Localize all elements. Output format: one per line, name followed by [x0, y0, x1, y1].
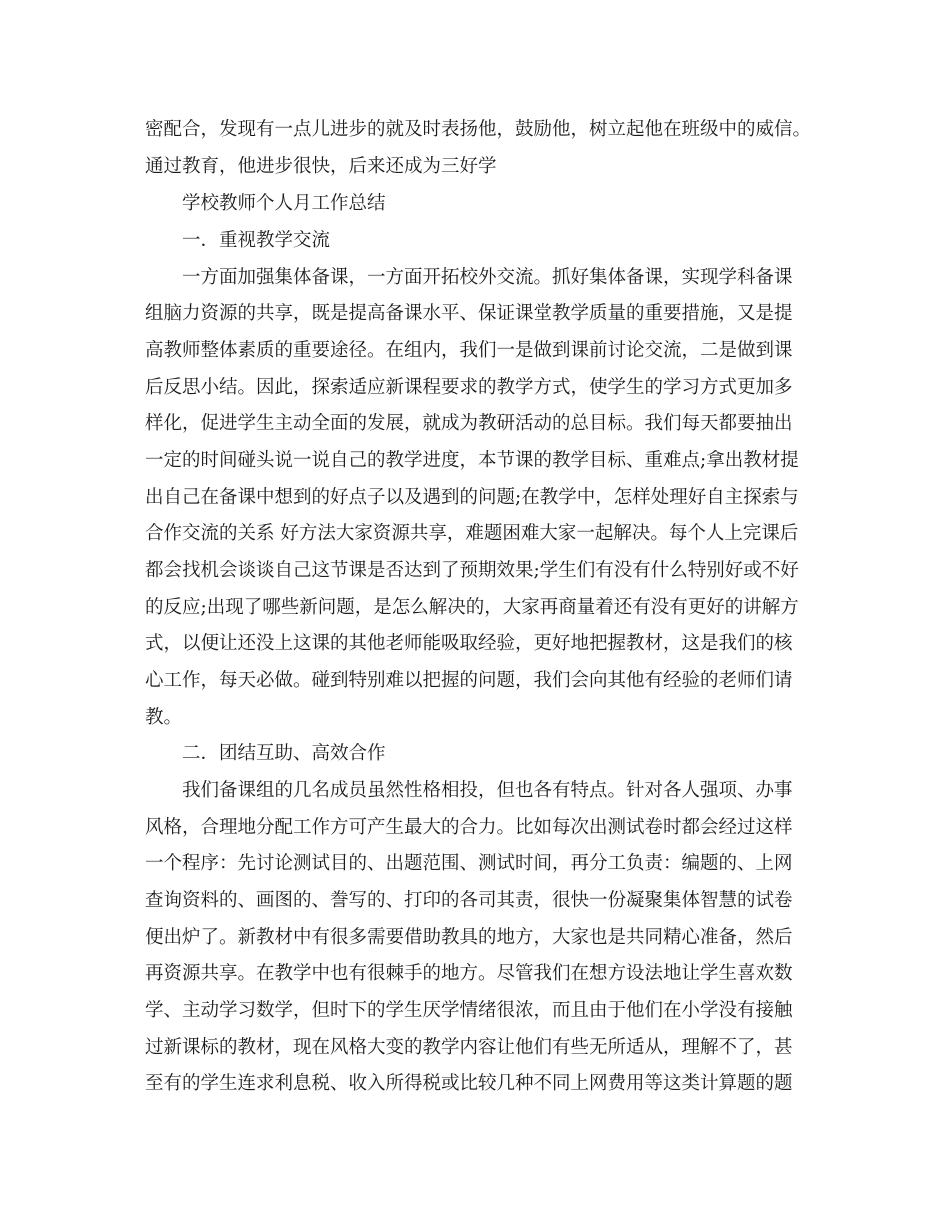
body-text-line: 学、主动学习数学，但时下的学生厌学情绪很浓，而且由于他们在小学没有接触 [145, 1000, 793, 1021]
body-text-line: 样化，促进学生主动全面的发展，就成为教研活动的总目标。我们每天都要抽出 [145, 413, 793, 434]
body-text-line: 都会找机会谈谈自己这节课是否达到了预期效果;学生们有没有什么特别好或不好 [145, 560, 799, 581]
body-text-line: 合作交流的关系 好方法大家资源共享，难题困难大家一起解决。每个人上完课后 [145, 523, 799, 544]
body-text-line: 式，以便让还没上这课的其他老师能吸取经验，更好地把握教材，这是我们的核 [145, 633, 793, 654]
body-text-line: 后反思小结。因此，探索适应新课程要求的教学方式，使学生的学习方式更加多 [145, 377, 793, 398]
body-text-line: 心工作，每天必做。碰到特别难以把握的问题，我们会向其他有经验的老师们请 [145, 670, 793, 691]
body-text-line: 查询资料的、画图的、誊写的、打印的各司其责，很快一份凝聚集体智慧的试卷 [145, 890, 793, 911]
body-text-line: 的反应;出现了哪些新问题，是怎么解决的，大家再商量着还有没有更好的讲解方 [145, 597, 799, 618]
body-text-line: 出自己在备课中想到的好点子以及遇到的问题;在教学中，怎样处理好自主探索与 [145, 487, 799, 508]
body-text-line: 教。 [145, 707, 183, 728]
body-text-line: 至有的学生连求利息税、收入所得税或比较几种不同上网费用等这类计算题的题 [145, 1073, 793, 1094]
section-heading: 二．团结互助、高效合作 [182, 743, 386, 764]
section-heading: 一．重视教学交流 [182, 230, 331, 251]
body-text-line: 我们备课组的几名成员虽然性格相投，但也各有特点。针对各人强项、办事 [182, 780, 793, 801]
body-text-line: 便出炉了。新教材中有很多需要借助教具的地方，大家也是共同精心准备，然后 [145, 927, 793, 948]
body-text-line: 一方面加强集体备课，一方面开拓校外交流。抓好集体备课，实现学科备课 [182, 267, 793, 288]
section-title: 学校教师个人月工作总结 [182, 193, 386, 214]
body-text-line: 组脑力资源的共享，既是提高备课水平、保证课堂教学质量的重要措施，又是提 [145, 303, 793, 324]
body-text-line: 再资源共享。在教学中也有很棘手的地方。尽管我们在想方设法地让学生喜欢数 [145, 963, 793, 984]
body-text-line: 一个程序：先讨论测试目的、出题范围、测试时间，再分工负责：编题的、上网 [145, 853, 793, 874]
body-text-line: 密配合，发现有一点儿进步的就及时表扬他，鼓励他，树立起他在班级中的威信。 [145, 119, 812, 140]
body-text-line: 一定的时间碰头说一说自己的教学进度，本节课的教学目标、重难点;拿出教材提 [145, 450, 799, 471]
body-text-line: 通过教育，他进步很快，后来还成为三好学 [145, 156, 497, 177]
body-text-line: 过新课标的教材，现在风格大变的教学内容让他们有些无所适从，理解不了，甚 [145, 1037, 793, 1058]
body-text-line: 风格，合理地分配工作方可产生最大的合力。比如每次出测试卷时都会经过这样 [145, 817, 793, 838]
body-text-line: 高教师整体素质的重要途径。在组内，我们一是做到课前讨论交流，二是做到课 [145, 340, 793, 361]
